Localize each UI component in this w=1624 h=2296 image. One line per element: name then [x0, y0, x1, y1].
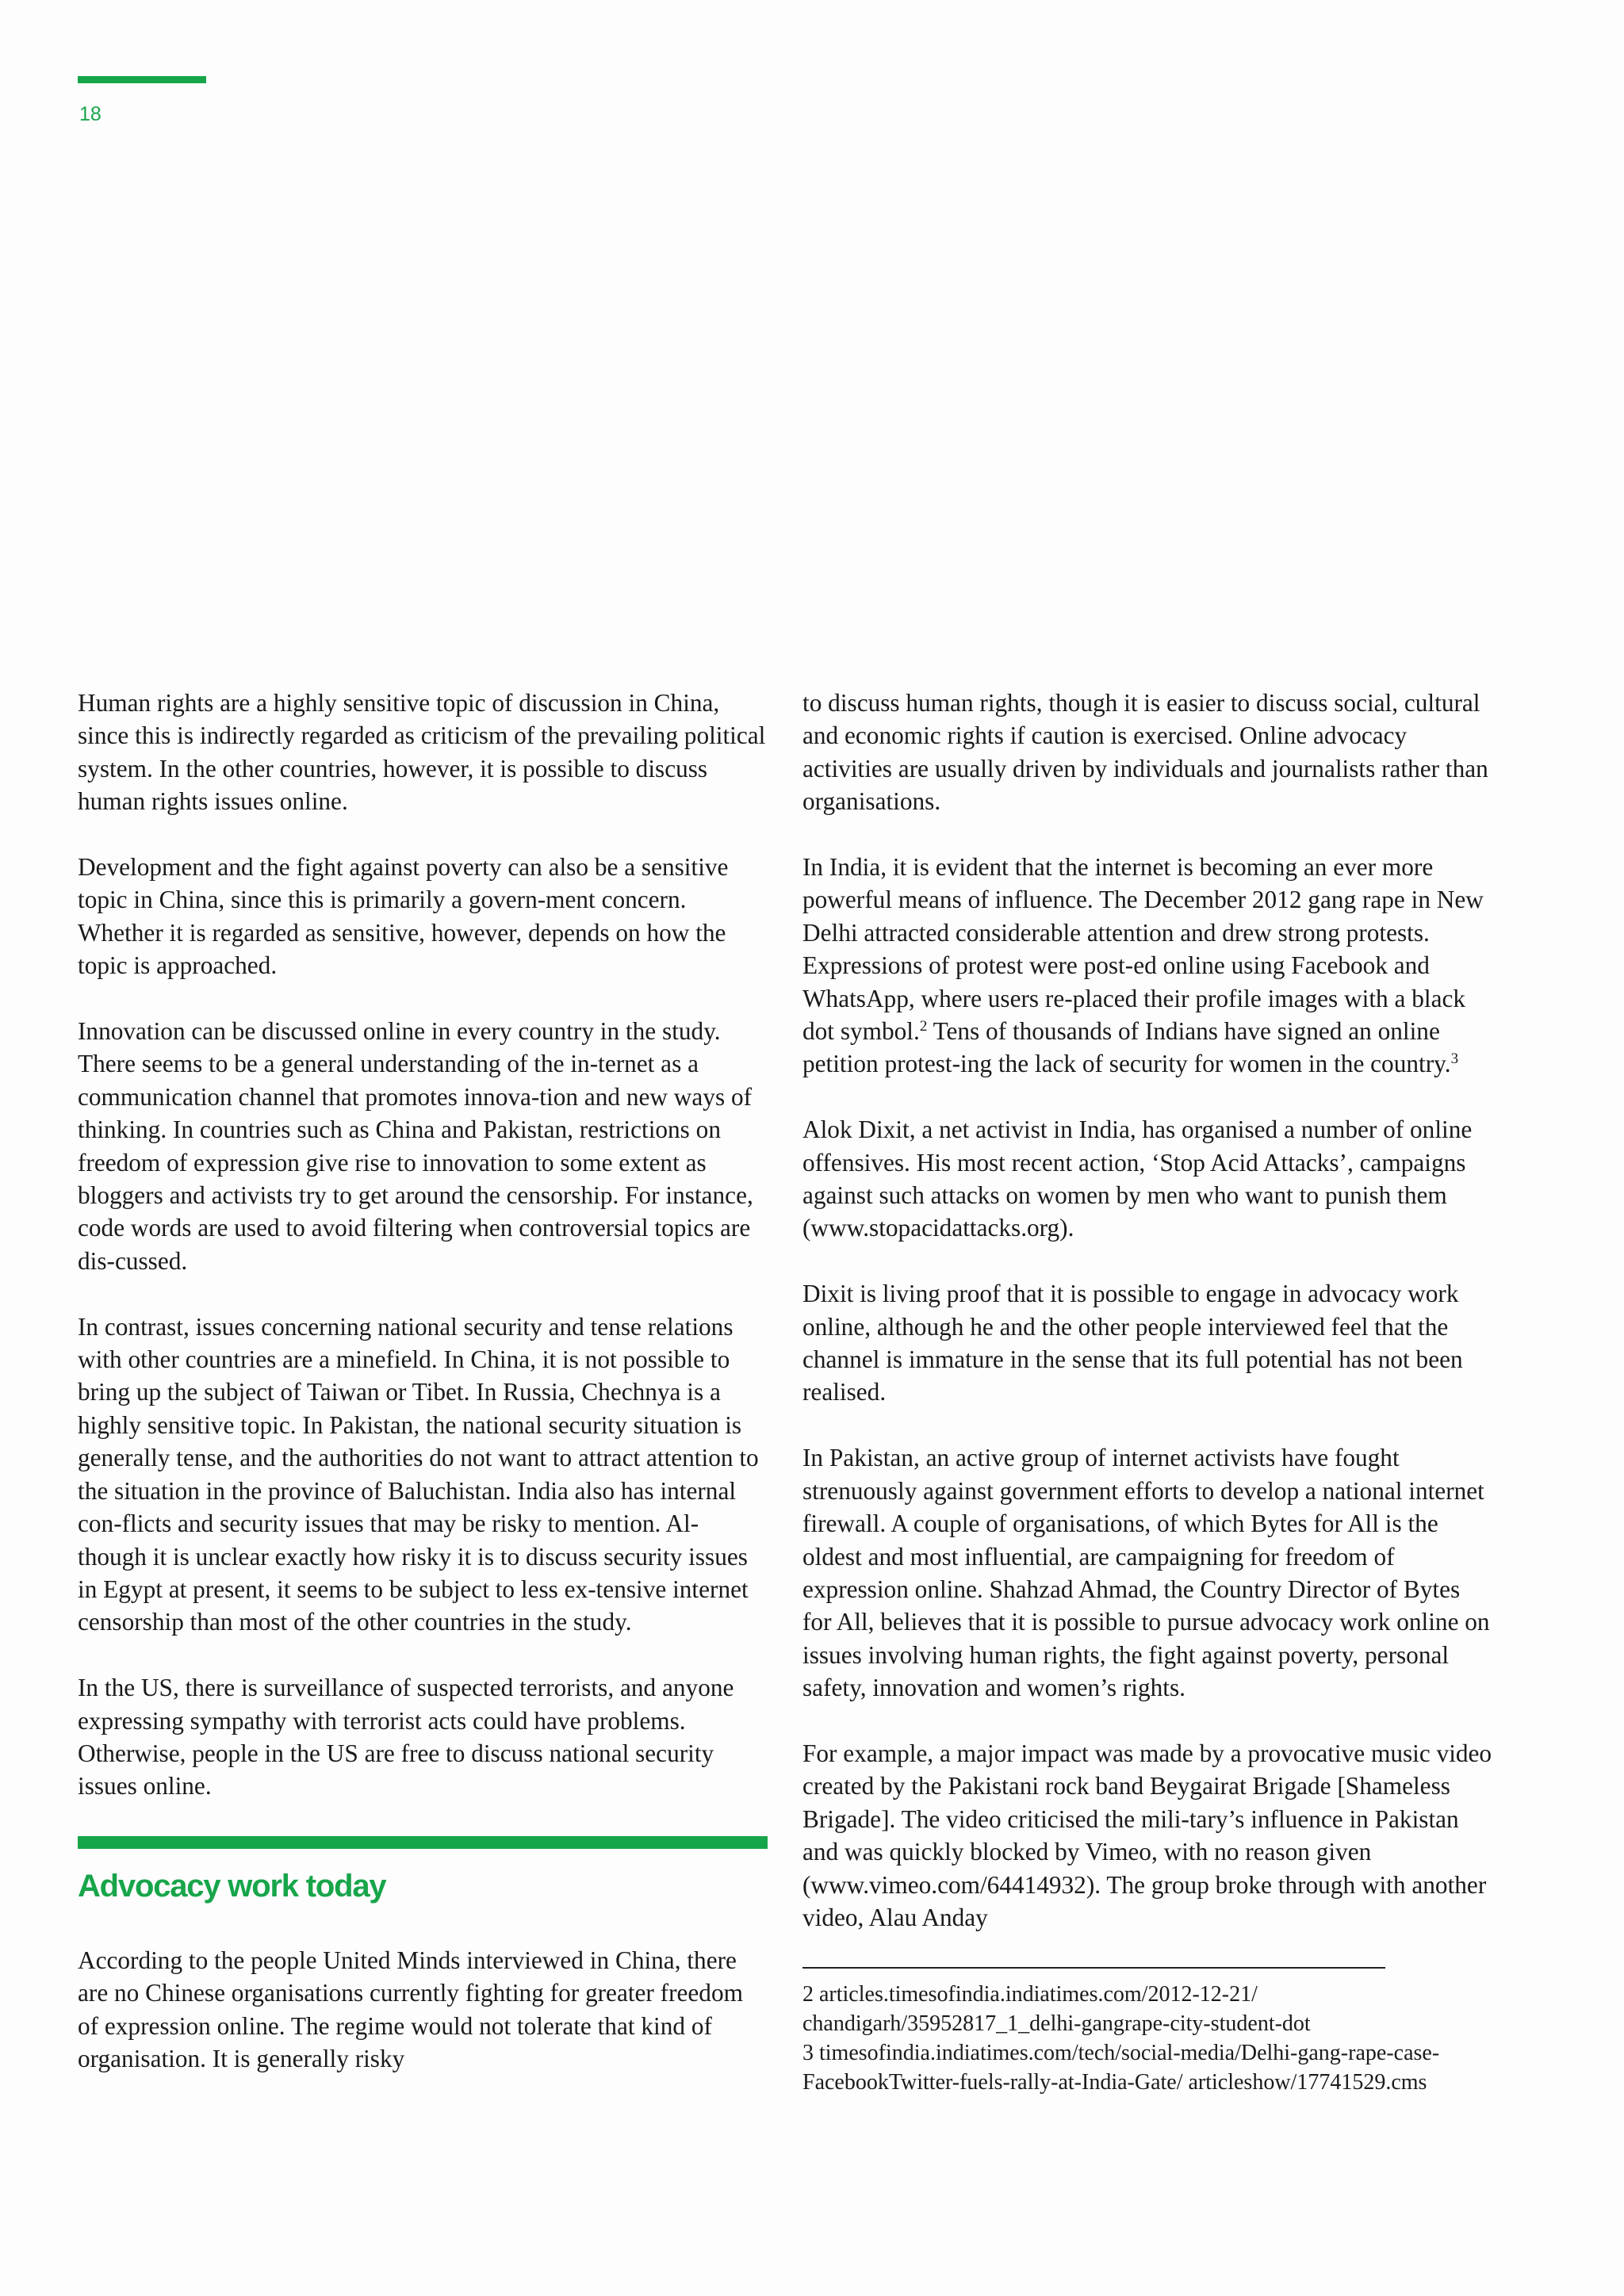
body-paragraph: In Pakistan, an active group of internet activists have fought strenuously against government efforts to develop a national internet firewall. A couple of organisations, of which Bytes for All is the oldest and most influential, are campaigning for freedom of expression online. Shahzad Ahmad, the Country Director of Bytes for All, believes that it is possible to pursue advocacy work online on issues involving human rights, the fight against poverty, personal safety, innovation and women’s rights.: [802, 1444, 1490, 1702]
body-paragraph: According to the people United Minds interviewed in China, there are no Chinese organisations currently fighting for greater freedom of expression online. The regime would not tolerate that kind of organisation. It is generally risky: [78, 1946, 743, 2072]
right-column: [802, 687, 1492, 2097]
paragraph-text: Tens of thousands of Indians have signed an online petition protest-ing the lack of security for women in the country.: [802, 1017, 1451, 1078]
footnote: 3 timesofindia.indiatimes.com/tech/social-media/Delhi-gang-rape-case-FacebookTwitter-fuels-rally-at-India-Gate/ articleshow/17741529.cms: [802, 2040, 1440, 2095]
body-paragraph: In the US, there is surveillance of suspected terrorists, and anyone expressing sympathy with terrorist acts could have problems. Otherwise, people in the US are free to discuss national security issues online.: [78, 1674, 734, 1800]
footnote-reference: 2: [919, 1018, 928, 1035]
body-paragraph: In contrast, issues concerning national security and tense relations with other countries are a minefield. In China, it is not possible to bring up the subject of Taiwan or Tibet. In Russia, Chechnya is a highly sensitive topic. In Pakistan, the national security situation is generally tense, and the authorities do not want to attract attention to the situation in the province of Baluchistan. India also has internal con-flicts and security issues that may be risky to mention. Al-though it is unclear exactly how risky it is to discuss security issues in Egypt at present, it seems to be subject to less ex-tensive internet censorship than most of the other countries in the study.: [78, 1312, 759, 1636]
body-paragraph: Dixit is living proof that it is possible to engage in advocacy work online, although he and the other people interviewed feel that the channel is immature in the sense that its full potential has not been realised.: [802, 1280, 1463, 1406]
paragraph-text: In India, it is evident that the internet is becoming an ever more powerful means of influence. The December 2012 gang rape in New Delhi attracted considerable attention and drew strong protests. Expressions of protest were post-ed online using Facebook and WhatsApp, where users re-placed their profile images with a black dot symbol.: [802, 853, 1484, 1046]
footnote-rule: [802, 1967, 1385, 1969]
body-paragraph: Development and the fight against poverty can also be a sensitive topic in China, since this is primarily a govern-ment concern. Whether it is regarded as sensitive, however, depends on how the topic is approached.: [78, 853, 729, 980]
section-heading: Advocacy work today: [78, 1868, 386, 1904]
body-paragraph: [802, 851, 1492, 1081]
top-accent-rule: [78, 76, 206, 83]
body-paragraph: Human rights are a highly sensitive topic of discussion in China, since this is indirectly regarded as criticism of the prevailing political system. In the other countries, however, it is possible to discuss human rights issues online.: [78, 689, 766, 816]
body-paragraph: Innovation can be discussed online in every country in the study. There seems to be a general understanding of the in-ternet as a communication channel that promotes innova-tion and new ways of thinking. In countries such as China and Pakistan, restrictions on freedom of expression give rise to innovation to some extent as bloggers and activists try to get around the censorship. For instance, code words are used to avoid filtering when controversial topics are dis-cussed.: [78, 1017, 753, 1275]
body-paragraph: Alok Dixit, a net activist in India, has organised a number of online offensives. His most recent action, ‘Stop Acid Attacks’, campaigns against such attacks on women by men who want to punish them (www.stopacidattacks.org).: [802, 1115, 1473, 1242]
body-paragraph: For example, a major impact was made by a provocative music video created by the Pakistani rock band Beygairat Brigade [Shameless Brigade]. The video criticised the mili-tary’s influence in Pakistan and was quickly blocked by Vimeo, with no reason given (www.vimeo.com/64414932). The group broke through with another video, Alau Anday: [802, 1739, 1492, 1931]
section-divider-rule: [78, 1836, 768, 1849]
body-paragraph: to discuss human rights, though it is easier to discuss social, cultural and economic rights if caution is exercised. Online advocacy activities are usually driven by individuals and journalists rather than organisations.: [802, 689, 1488, 816]
footnotes: [802, 1980, 1492, 2097]
footnote-reference: 3: [1450, 1050, 1459, 1068]
left-column: [78, 687, 768, 2108]
footnote: 2 articles.timesofindia.indiatimes.com/2012-12-21/ chandigarh/35952817_1_delhi-gangrape-city-student-dot: [802, 1981, 1311, 2036]
page-number: 18: [79, 103, 102, 125]
